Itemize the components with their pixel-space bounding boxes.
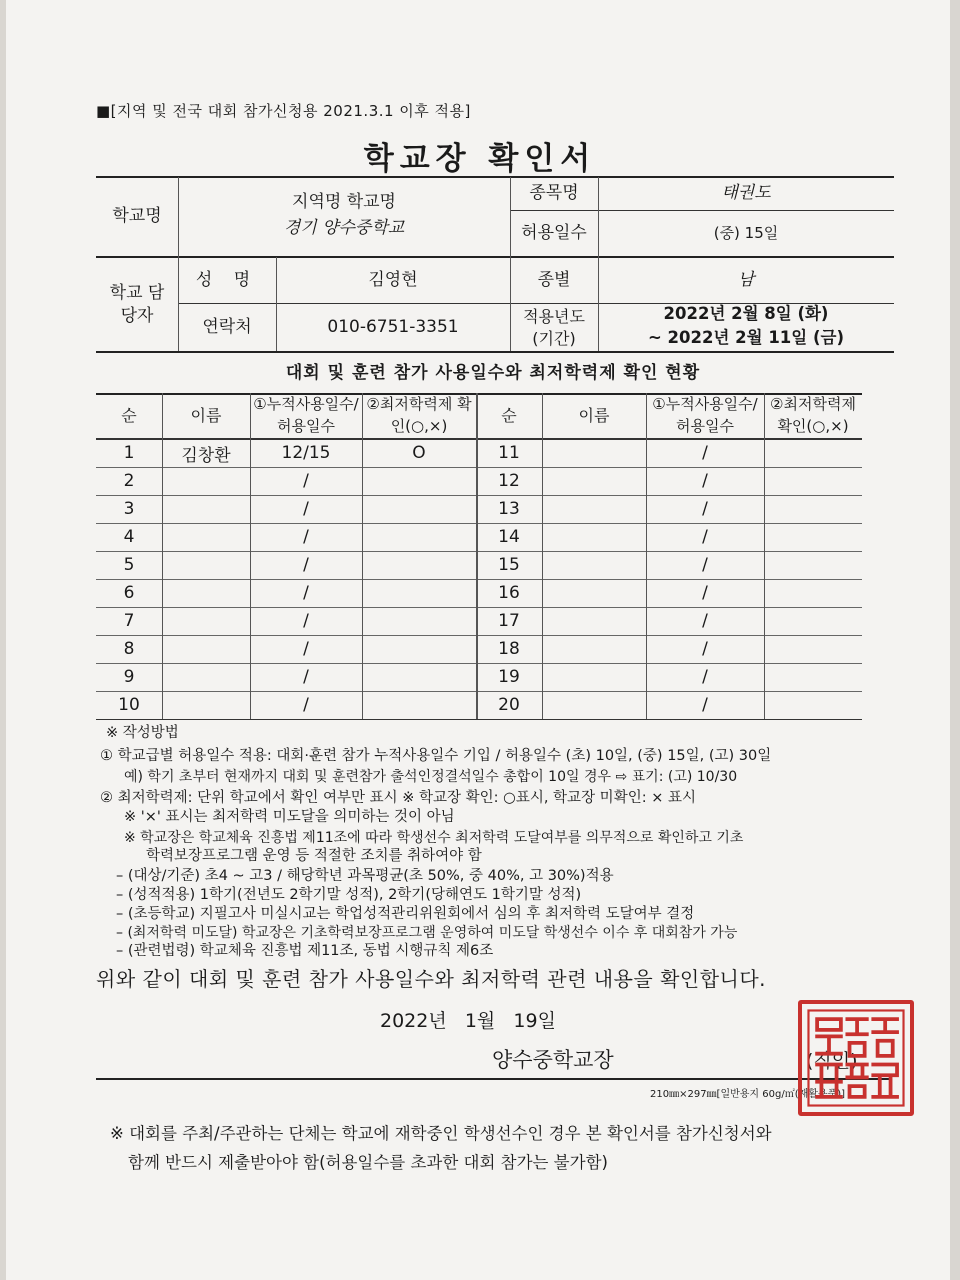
school-label: 학교명 — [112, 206, 162, 227]
cell-days: / — [702, 443, 708, 463]
cell-no: 17 — [498, 611, 520, 631]
cell-no: 8 — [123, 639, 135, 659]
table-row — [96, 607, 862, 635]
school-sub-label: 지역명 학교명 — [292, 191, 396, 212]
cell-name — [162, 579, 250, 607]
footer-note — [110, 1120, 772, 1178]
cell-check — [764, 467, 862, 495]
cell-no: 14 — [498, 527, 520, 547]
cell-name — [162, 607, 250, 635]
gender-label: 종별 — [537, 269, 571, 290]
cell-check — [764, 495, 862, 523]
note-line: ※ '×' 표시는 최저학력 미도달을 의미하는 것이 아님 — [124, 809, 455, 825]
note-line: 학력보장프로그램 운영 등 적절한 조치를 취하여야 함 — [146, 848, 482, 864]
cell-days: / — [303, 639, 309, 659]
cell-days: / — [303, 555, 309, 575]
cell-no: 10 — [118, 695, 140, 715]
section-title: 대회 및 훈련 참가 사용일수와 최저학력제 확인 현황 — [285, 363, 701, 383]
cell-check — [764, 551, 862, 579]
cell-check — [362, 663, 476, 691]
cell-days: / — [303, 471, 309, 491]
period-label: 적용년도 (기간) — [523, 306, 585, 348]
cell-check — [764, 607, 862, 635]
cell-name — [542, 635, 646, 663]
col-header-no: 순 — [121, 405, 137, 425]
cell-days: / — [702, 527, 708, 547]
page-title: 학교장 확인서 — [363, 141, 597, 177]
cell-check — [362, 495, 476, 523]
manager-label: 학교 담당자 — [109, 283, 165, 326]
cell-no: 18 — [498, 639, 520, 659]
cell-days: 12/15 — [281, 443, 331, 463]
cell-no: 16 — [498, 583, 520, 603]
cell-days: / — [702, 639, 708, 659]
note-line: ② 최저학력제: 단위 학교에서 확인 여부만 표시 ※ 학교장 확인: ○표시, 학교장 미확인: × 표시 — [100, 790, 696, 806]
days-label: 허용일수 — [521, 223, 587, 244]
note-line: ※ 학교장은 학교체육 진흥법 제11조에 따라 학생선수 최저학력 도달여부를 의무적으로 확인하고 기초 — [124, 830, 744, 846]
days-value: (중) 15일 — [713, 224, 779, 243]
footer-line: 함께 반드시 제출받아야 함(허용일수를 초과한 대회 참가는 불가함) — [128, 1152, 608, 1172]
note-line: 예) 학기 초부터 현재까지 대회 및 훈련참가 출석인정결석일수 총합이 10일 경우 ⇨ 표기: (고) 10/30 — [124, 769, 738, 785]
gender-value: 남 — [737, 269, 755, 290]
cell-days: / — [702, 611, 708, 631]
period-start: 2022년 2월 8일 (화) — [663, 303, 829, 323]
cell-check — [362, 551, 476, 579]
cell-check — [764, 523, 862, 551]
cell-name — [542, 523, 646, 551]
cell-check — [362, 523, 476, 551]
cell-name: 김창환 — [181, 445, 231, 466]
cell-days: / — [303, 667, 309, 687]
table-row — [96, 467, 862, 495]
school-value: 경기 양수중학교 — [283, 217, 405, 238]
cell-no: 15 — [498, 555, 520, 575]
table-row — [96, 663, 862, 691]
cell-check — [764, 635, 862, 663]
cell-check — [362, 691, 476, 719]
cell-no: 20 — [498, 695, 520, 715]
seal-icon — [802, 1004, 910, 1112]
table-row — [96, 523, 862, 551]
col-header-name-right: 이름 — [578, 405, 610, 425]
cell-days: / — [702, 583, 708, 603]
cell-check — [764, 691, 862, 719]
cell-no: 11 — [498, 443, 520, 463]
cell-no: 5 — [123, 555, 135, 575]
cell-check — [764, 663, 862, 691]
cell-no: 9 — [123, 667, 135, 687]
table-row — [96, 551, 862, 579]
cell-no: 2 — [123, 471, 135, 491]
note-line: – (초등학교) 지필고사 미실시교는 학업성적관리위원회에서 심의 후 최저학력 도달여부 결정 — [116, 906, 695, 922]
table-row — [96, 635, 862, 663]
cell-check — [764, 439, 862, 467]
cell-no: 19 — [498, 667, 520, 687]
issue-date: 2022년 1월 19일 — [380, 1010, 556, 1032]
cell-days: / — [303, 527, 309, 547]
cell-no: 12 — [498, 471, 520, 491]
cell-name — [162, 691, 250, 719]
cell-days: / — [303, 695, 309, 715]
period-end: ~ 2022년 2월 11일 (금) — [647, 327, 844, 347]
note-line: ① 학교급별 허용일수 적용: 대회·훈련 참가 누적사용일수 기입 / 허용일수 (초) 10일, (중) 15일, (고) 30일 — [100, 748, 772, 764]
name-label: 성 명 — [195, 269, 259, 290]
cell-no: 7 — [123, 611, 135, 631]
cell-name — [542, 607, 646, 635]
contact-label: 연락처 — [202, 317, 252, 338]
note-line: – (최저학력 미도달) 학교장은 기초학력보장프로그램 운영하여 미도달 학생선수 이수 후 대회참가 가능 — [116, 925, 738, 941]
cell-check: O — [412, 443, 426, 463]
paper-spec: 210㎜×297㎜[일반용지 60g/㎡(재활용품)] — [650, 1089, 846, 1100]
cell-days: / — [702, 695, 708, 715]
cell-check — [764, 579, 862, 607]
footer-line: ※ 대회를 주최/주관하는 단체는 학교에 재학중인 학생선수인 경우 본 확인서를 참가신청서와 — [110, 1124, 772, 1143]
cell-name — [542, 439, 646, 467]
cell-check — [362, 579, 476, 607]
col-header-name: 이름 — [190, 405, 222, 425]
cell-name — [162, 467, 250, 495]
table-row — [96, 691, 862, 719]
cell-name — [162, 663, 250, 691]
name-value: 김영현 — [368, 269, 418, 290]
principal-title: 양수중학교장 — [492, 1048, 614, 1072]
cell-no: 13 — [498, 499, 520, 519]
table-row — [96, 439, 862, 467]
cell-days: / — [303, 611, 309, 631]
cell-days: / — [702, 555, 708, 575]
cell-name — [542, 551, 646, 579]
cell-name — [162, 523, 250, 551]
cell-name — [542, 663, 646, 691]
note-line: – (대상/기준) 초4 ~ 고3 / 해당학년 과목평균(초 50%, 중 40%, 고 30%)적용 — [116, 868, 614, 884]
cell-no: 3 — [123, 499, 135, 519]
sport-label: 종목명 — [529, 183, 579, 204]
cell-check — [362, 467, 476, 495]
cell-days: / — [303, 583, 309, 603]
cell-days: / — [702, 471, 708, 491]
cell-days: / — [303, 499, 309, 519]
cell-check — [362, 635, 476, 663]
cell-days: / — [702, 667, 708, 687]
form-header-note: ■[지역 및 전국 대회 참가신청용 2021.3.1 이후 적용] — [96, 102, 471, 120]
sport-value: 태권도 — [721, 183, 771, 204]
confirmation-statement: 위와 같이 대회 및 훈련 참가 사용일수와 최저학력 관련 내용을 확인합니다. — [96, 967, 767, 991]
cell-name — [162, 551, 250, 579]
col-header-days: ①누적사용일수/허용일수 — [253, 394, 359, 435]
contact-value: 010-6751-3351 — [327, 317, 459, 338]
cell-name — [162, 635, 250, 663]
cell-name — [542, 691, 646, 719]
notes-heading: ※ 작성방법 — [106, 725, 179, 741]
cell-no: 4 — [123, 527, 135, 547]
cell-name — [162, 495, 250, 523]
table-row — [96, 579, 862, 607]
note-line: – (관련법령) 학교체육 진흥법 제11조, 동법 시행규칙 제6조 — [116, 943, 494, 959]
seal-label: (직인) — [806, 1050, 858, 1072]
cell-no: 1 — [123, 443, 135, 463]
table-row — [96, 495, 862, 523]
col-header-days-right: ①누적사용일수/ 허용일수 — [652, 394, 758, 435]
col-header-check: ②최저학력제 확인(○,×) — [366, 394, 472, 435]
col-header-no-right: 순 — [501, 405, 517, 425]
note-line: – (성적적용) 1학기(전년도 2학기말 성적), 2학기(당해연도 1학기말 성적) — [116, 887, 582, 903]
footer-divider — [96, 1078, 890, 1080]
cell-days: / — [702, 499, 708, 519]
school-seal-stamp — [798, 1000, 914, 1116]
cell-name — [542, 495, 646, 523]
cell-name — [542, 579, 646, 607]
cell-check — [362, 607, 476, 635]
cell-no: 6 — [123, 583, 135, 603]
col-header-check-right: ②최저학력제 확인(○,×) — [770, 394, 856, 435]
cell-name — [542, 467, 646, 495]
